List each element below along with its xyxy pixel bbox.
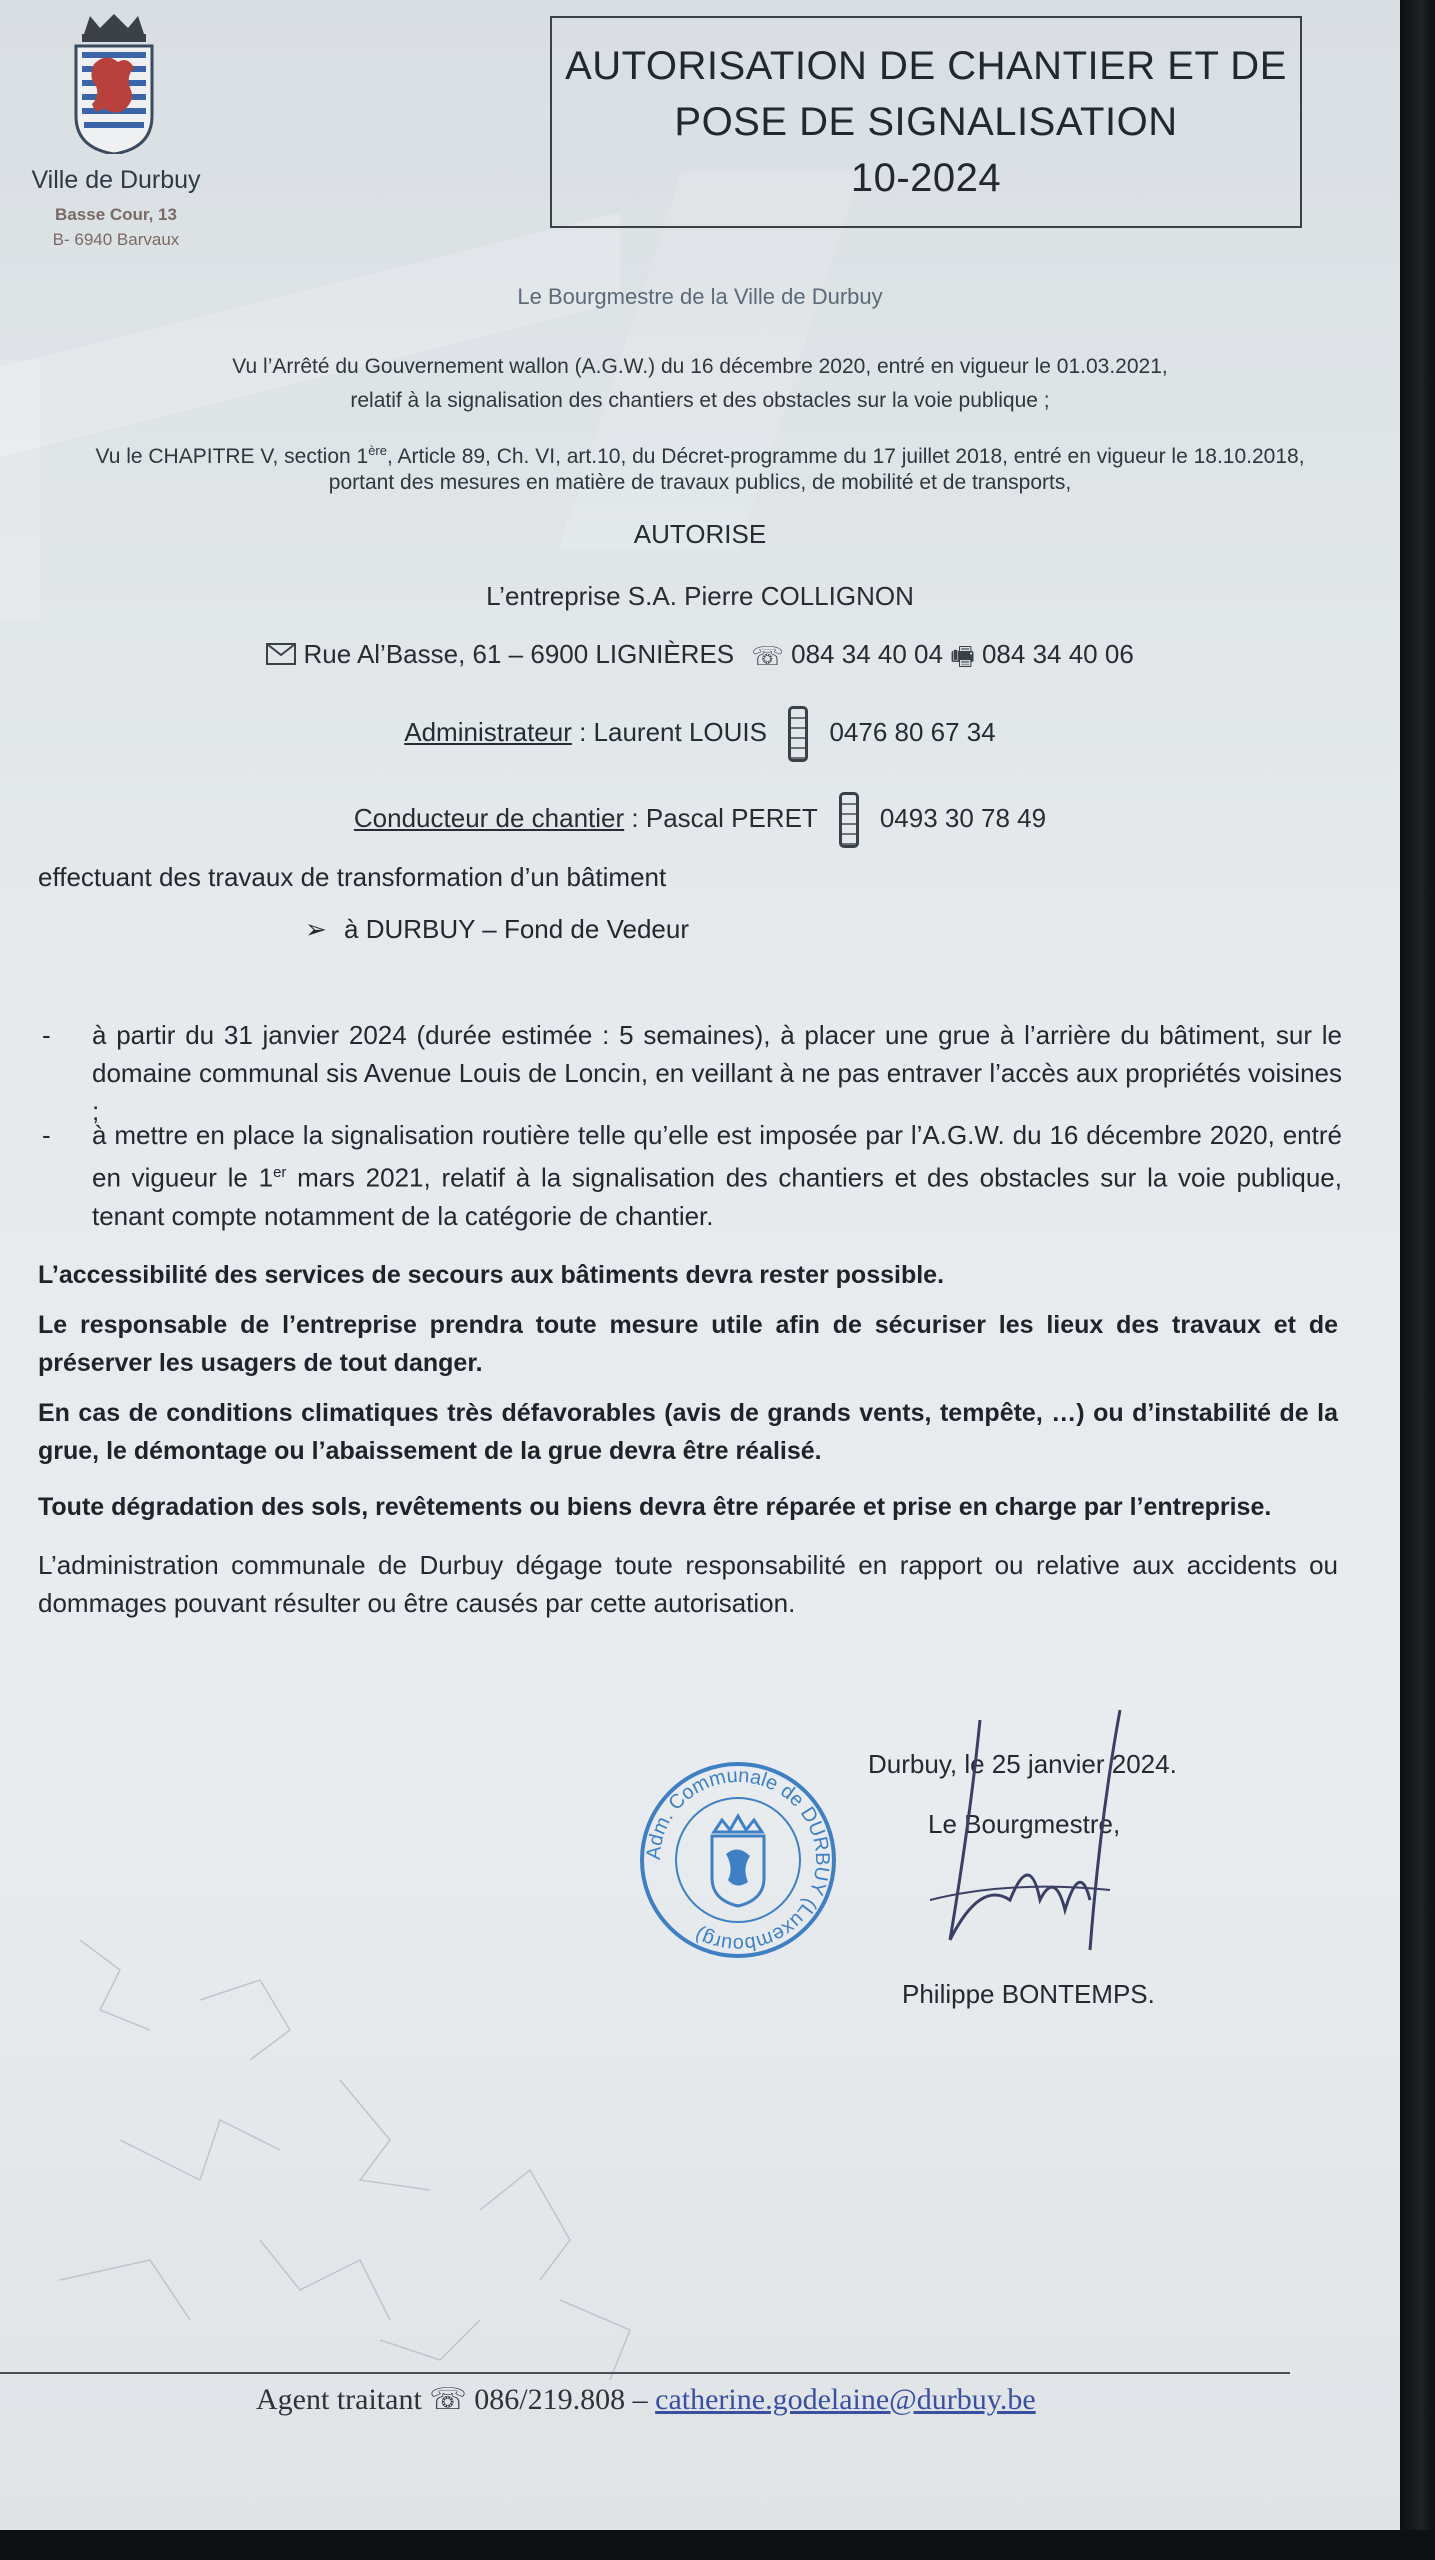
company-name: L’entreprise S.A. Pierre COLLIGNON — [486, 581, 914, 611]
administrateur-label: Administrateur — [404, 716, 572, 747]
administrateur-phone: 0476 80 67 34 — [829, 716, 996, 747]
works-location-text: à DURBUY – Fond de Vedeur — [344, 914, 689, 944]
bullet-dash: - — [42, 1020, 51, 1050]
company-phone: 084 34 40 04 — [791, 639, 943, 669]
condition-accessibilite: L’accessibilité des services de secours aux bâtiments devra rester possible. — [38, 1261, 945, 1289]
durbuy-crest-icon — [66, 12, 162, 154]
conducteur-label: Conducteur de chantier — [353, 802, 625, 833]
footer-label: Agent traitant — [256, 2383, 422, 2416]
bullet-dash: - — [42, 1120, 51, 1150]
conducteur-phone: 0493 30 78 49 — [879, 802, 1047, 833]
vu-decret-text-b: , Article 89, Ch. VI, art.10, du Décret-programme du 17 juillet 2018, entré en vigueur le 18.10.2018, — [387, 445, 1305, 468]
list-item — [42, 1116, 1342, 1235]
company-fax: 084 34 40 06 — [981, 639, 1134, 669]
vu-decret-text-a: Vu le CHAPITRE V, section 1 — [95, 445, 369, 468]
glass-dirt-texture — [0, 1880, 1400, 2440]
telephone-icon: ☏ — [751, 641, 784, 672]
company-contact-line — [0, 636, 1400, 674]
title-line-1: AUTORISATION DE CHANTIER ET DE — [565, 44, 1287, 88]
condition-responsabilite: L’administration communale de Durbuy dégage toute responsabilité en rapport ou relative aux accidents ou dommages pouvant résulter ou être causés par cette autorisation. — [38, 1550, 1338, 1618]
ville-address — [20, 202, 212, 252]
condition-climat: En cas de conditions climatiques très défavorables (avis de grands vents, tempête, …) ou d’instabilité de la grue, le démontage ou l’abaissement de la grue devra être réalisé. — [38, 1399, 1338, 1465]
envelope-icon — [266, 638, 296, 674]
signature-role: Le Bourgmestre, — [928, 1809, 1121, 1839]
mobile-phone-icon — [788, 706, 808, 762]
ville-name: Ville de Durbuy — [31, 166, 201, 194]
bullet-text-2 — [92, 1116, 1342, 1235]
bullet-text-2a: à mettre en place la signalisation routière telle qu’elle est imposée par l’A.G.W. du 16 décembre 2020, entré en vigueur le 1 — [92, 1120, 1342, 1193]
vu-decret-sup: ère — [368, 443, 387, 458]
list-item — [42, 1016, 1342, 1130]
window-frame-right — [1400, 0, 1435, 2560]
administrateur-separator: : — [571, 716, 594, 747]
bourgmestre-intro: Le Bourgmestre de la Ville de Durbuy — [517, 284, 883, 309]
bullet-text-2b: mars 2021, relatif à la signalisation des chantiers et des obstacles sur la voie publique, tenant compte notamment de la catégorie de chantier. — [92, 1162, 1342, 1231]
bullet-sup: er — [273, 1164, 287, 1181]
company-address: Rue Al’Basse, 61 – 6900 LIGNIÈRES — [303, 639, 735, 669]
vu-agw-line-2: relatif à la signalisation des chantiers et des obstacles sur la voie publique ; — [350, 389, 1050, 412]
footer-separator: – — [625, 2383, 656, 2416]
title-box — [550, 16, 1302, 228]
condition-securite: Le responsable de l’entreprise prendra toute mesure utile afin de sécuriser les lieux des travaux et de préserver les usagers de tout danger. — [38, 1311, 1338, 1377]
footer-contact — [256, 2380, 1036, 2420]
footer-divider — [0, 2372, 1290, 2374]
works-location — [305, 910, 1105, 948]
mobile-phone-icon — [839, 792, 859, 848]
footer-email-link[interactable]: catherine.godelaine@durbuy.be — [655, 2383, 1036, 2416]
vu-agw-line-1: Vu l’Arrêté du Gouvernement wallon (A.G.W.) du 16 décembre 2020, entré en vigueur le 01.03.2021, — [232, 355, 1168, 378]
signature-name: Philippe BONTEMPS. — [902, 1979, 1155, 2009]
telephone-icon: ☏ — [429, 2383, 467, 2416]
address-line-1: Basse Cour, 13 — [55, 205, 177, 224]
bullet-text-1: à partir du 31 janvier 2024 (durée estimée : 5 semaines), à placer une grue à l’arrière du bâtiment, sur le domaine communal sis Avenue Louis de Loncin, en veillant à ne pas entraver l’accès aux propriétés voisines ; — [92, 1020, 1342, 1126]
condition-degradation: Toute dégradation des sols, revêtements ou biens devra être réparée et prise en charge par l’entreprise. — [38, 1493, 1272, 1521]
administrateur-line — [0, 706, 1400, 762]
works-description: effectuant des travaux de transformation d’un bâtiment — [38, 862, 667, 892]
footer-phone: 086/219.808 — [474, 2383, 626, 2416]
address-line-2: B- 6940 Barvaux — [52, 230, 180, 249]
conducteur-separator: : — [624, 802, 646, 833]
title-line-3: 10-2024 — [850, 156, 1002, 200]
conducteur-name: Pascal PERET — [645, 802, 818, 833]
signature-place-date: Durbuy, le 25 janvier 2024. — [868, 1749, 1177, 1779]
vu-decret-line-2: portant des mesures en matière de travaux publics, de mobilité et de transports, — [328, 471, 1072, 494]
conducteur-line — [0, 792, 1400, 848]
stamp-text: Adm. Communale de DURBUY (Luxembourg) — [642, 1764, 834, 1956]
arrow-bullet-icon: ➢ — [305, 914, 327, 944]
fax-icon: 🖷 — [950, 641, 975, 672]
autorise-heading: AUTORISE — [633, 519, 767, 549]
title-line-2: POSE DE SIGNALISATION — [674, 100, 1178, 144]
administrateur-name: Laurent LOUIS — [593, 716, 767, 747]
window-frame-bottom — [0, 2530, 1435, 2560]
